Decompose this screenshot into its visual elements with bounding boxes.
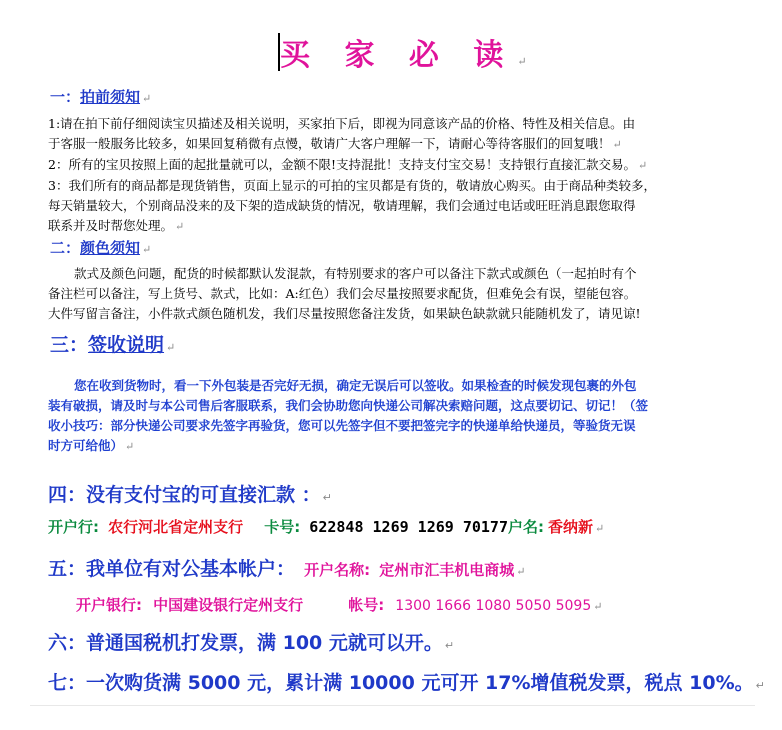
paragraph-mark: ↵: [142, 243, 152, 256]
name-label: 户名:: [507, 518, 544, 536]
page-bottom-divider: [30, 705, 755, 706]
account-name-value: 定州市汇丰机电商城: [379, 561, 515, 579]
section-3-line-text: 时方可给他）: [48, 438, 124, 453]
bank-value: 中国建设银行定州支行: [153, 596, 304, 614]
section-1-line-text: 于客服一般服务比较多，如果回复稍微有点慢，敬请广大客户理解一下，请耐心等待客服们的回复哦！: [48, 136, 611, 151]
bank-label: 开户行:: [48, 518, 99, 536]
paragraph-mark: ↵: [637, 159, 648, 172]
section-2-line: 备注栏可以备注，写上货号、款式，比如：A:红色）我们会尽量按照要求配货，但难免会有误，望能包容。: [48, 286, 637, 301]
section-1-body: [48, 114, 656, 237]
section-7-line: [48, 668, 765, 695]
section-1-line: [48, 155, 656, 176]
card-number: 622848 1269 1269 70177: [309, 518, 508, 536]
section-7-text: 七：一次购货满 5000 元，累计满 10000 元可开 17%增值税发票，税点 10%。: [48, 672, 754, 694]
section-1-line-text: 2：所有的宝贝按照上面的起批量就可以，金额不限!支持混批！支持支付宝交易！支持银行直接汇款交易。: [48, 157, 636, 172]
paragraph-mark: ↵: [593, 600, 603, 613]
section-1-line: [48, 216, 656, 237]
card-label: 卡号:: [264, 518, 301, 536]
account-number: 1300 1666 1080 5050 5095: [395, 598, 592, 614]
paragraph-mark: ↵: [166, 341, 176, 354]
name-value: 香纳新: [547, 518, 593, 536]
section-1-line: 3：我们所有的商品都是现货销售，页面上显示的可拍的宝贝都是有货的，敬请放心购买。由于商品种类较多，: [48, 178, 656, 193]
section-2-body: [48, 264, 641, 324]
section-2-line: 大件写留言备注，小件款式颜色随机发，我们尽量按照您备注发货，如果缺色缺款就只能随机发了，请见谅!: [48, 306, 641, 321]
paragraph-mark: ↵: [125, 440, 135, 453]
bank-value: 农行河北省定州支行: [108, 518, 244, 536]
section-1-line: 每天销量较大，个别商品没来的及下架的造成缺货的情况，敬请理解，我们会通过电话或旺旺消息跟您取得: [48, 198, 636, 213]
section-1-heading: [50, 86, 151, 107]
section-3-line: 您在收到货物时，看一下外包装是否完好无损，确定无误后可以签收。如果检查的时候发现包裹的外包: [74, 378, 637, 393]
page-title: [280, 30, 539, 74]
section-5-heading: [48, 554, 525, 581]
section-3-prefix: 三：: [50, 334, 89, 356]
section-1-line: [48, 134, 656, 155]
section-3-line: 装有破损，请及时与本公司售后客服联系，我们会协助您向快递公司解决索赔问题，这点要切记、切记！（签: [48, 398, 649, 413]
paragraph-mark: ↵: [595, 522, 605, 535]
section-2-title: 颜色须知: [80, 239, 141, 257]
bank-label: 开户银行:: [76, 596, 142, 614]
section-3-line: [48, 436, 748, 457]
section-3-heading: [50, 330, 175, 357]
section-6-line: [48, 628, 454, 655]
paragraph-mark: ↵: [175, 220, 185, 233]
section-3-title: 签收说明: [88, 334, 165, 356]
section-1-line-text: 联系并及时帮您处理。: [48, 218, 174, 233]
section-6-text: 六：普通国税机打发票，满 100 元就可以开。: [48, 632, 443, 654]
account-number-label: 帐号:: [348, 596, 385, 614]
section-3-line: 收小技巧：部分快递公司要求先签字再验货，您可以先签字但不要把签完字的快递单给快递员，等验货无误: [48, 418, 636, 433]
section-1-title: 拍前须知: [80, 88, 141, 106]
section-1-prefix: 一：: [50, 88, 81, 106]
section-1-line: 1:请在拍下前仔细阅读宝贝描述及相关说明，买家拍下后，即视为同意该产品的价格、特性及相关信息。由: [48, 116, 636, 131]
paragraph-mark: ↵: [517, 55, 539, 68]
section-3-body: [48, 376, 748, 457]
paragraph-mark: ↵: [322, 491, 332, 504]
section-4-bank-line: [48, 516, 604, 537]
section-4-heading: [48, 480, 332, 507]
section-4-heading-text: 四：没有支付宝的可直接汇款 ：: [48, 484, 321, 506]
section-5-bank-line: [76, 594, 602, 615]
page-title-text: 买 家 必 读: [280, 38, 516, 73]
section-5-heading-text: 五：我单位有对公基本帐户：: [48, 558, 296, 580]
section-2-prefix: 二：: [50, 239, 81, 257]
account-name-label: 开户名称:: [304, 561, 371, 579]
section-2-heading: [50, 237, 151, 258]
paragraph-mark: ↵: [612, 138, 622, 151]
paragraph-mark: ↵: [142, 92, 152, 105]
paragraph-mark: ↵: [755, 679, 765, 692]
section-2-line: 款式及颜色问题，配货的时候都默认发混款，有特别要求的客户可以备注下款式或颜色（一起拍时有个: [74, 266, 637, 281]
paragraph-mark: ↵: [516, 565, 526, 578]
paragraph-mark: ↵: [444, 639, 455, 652]
